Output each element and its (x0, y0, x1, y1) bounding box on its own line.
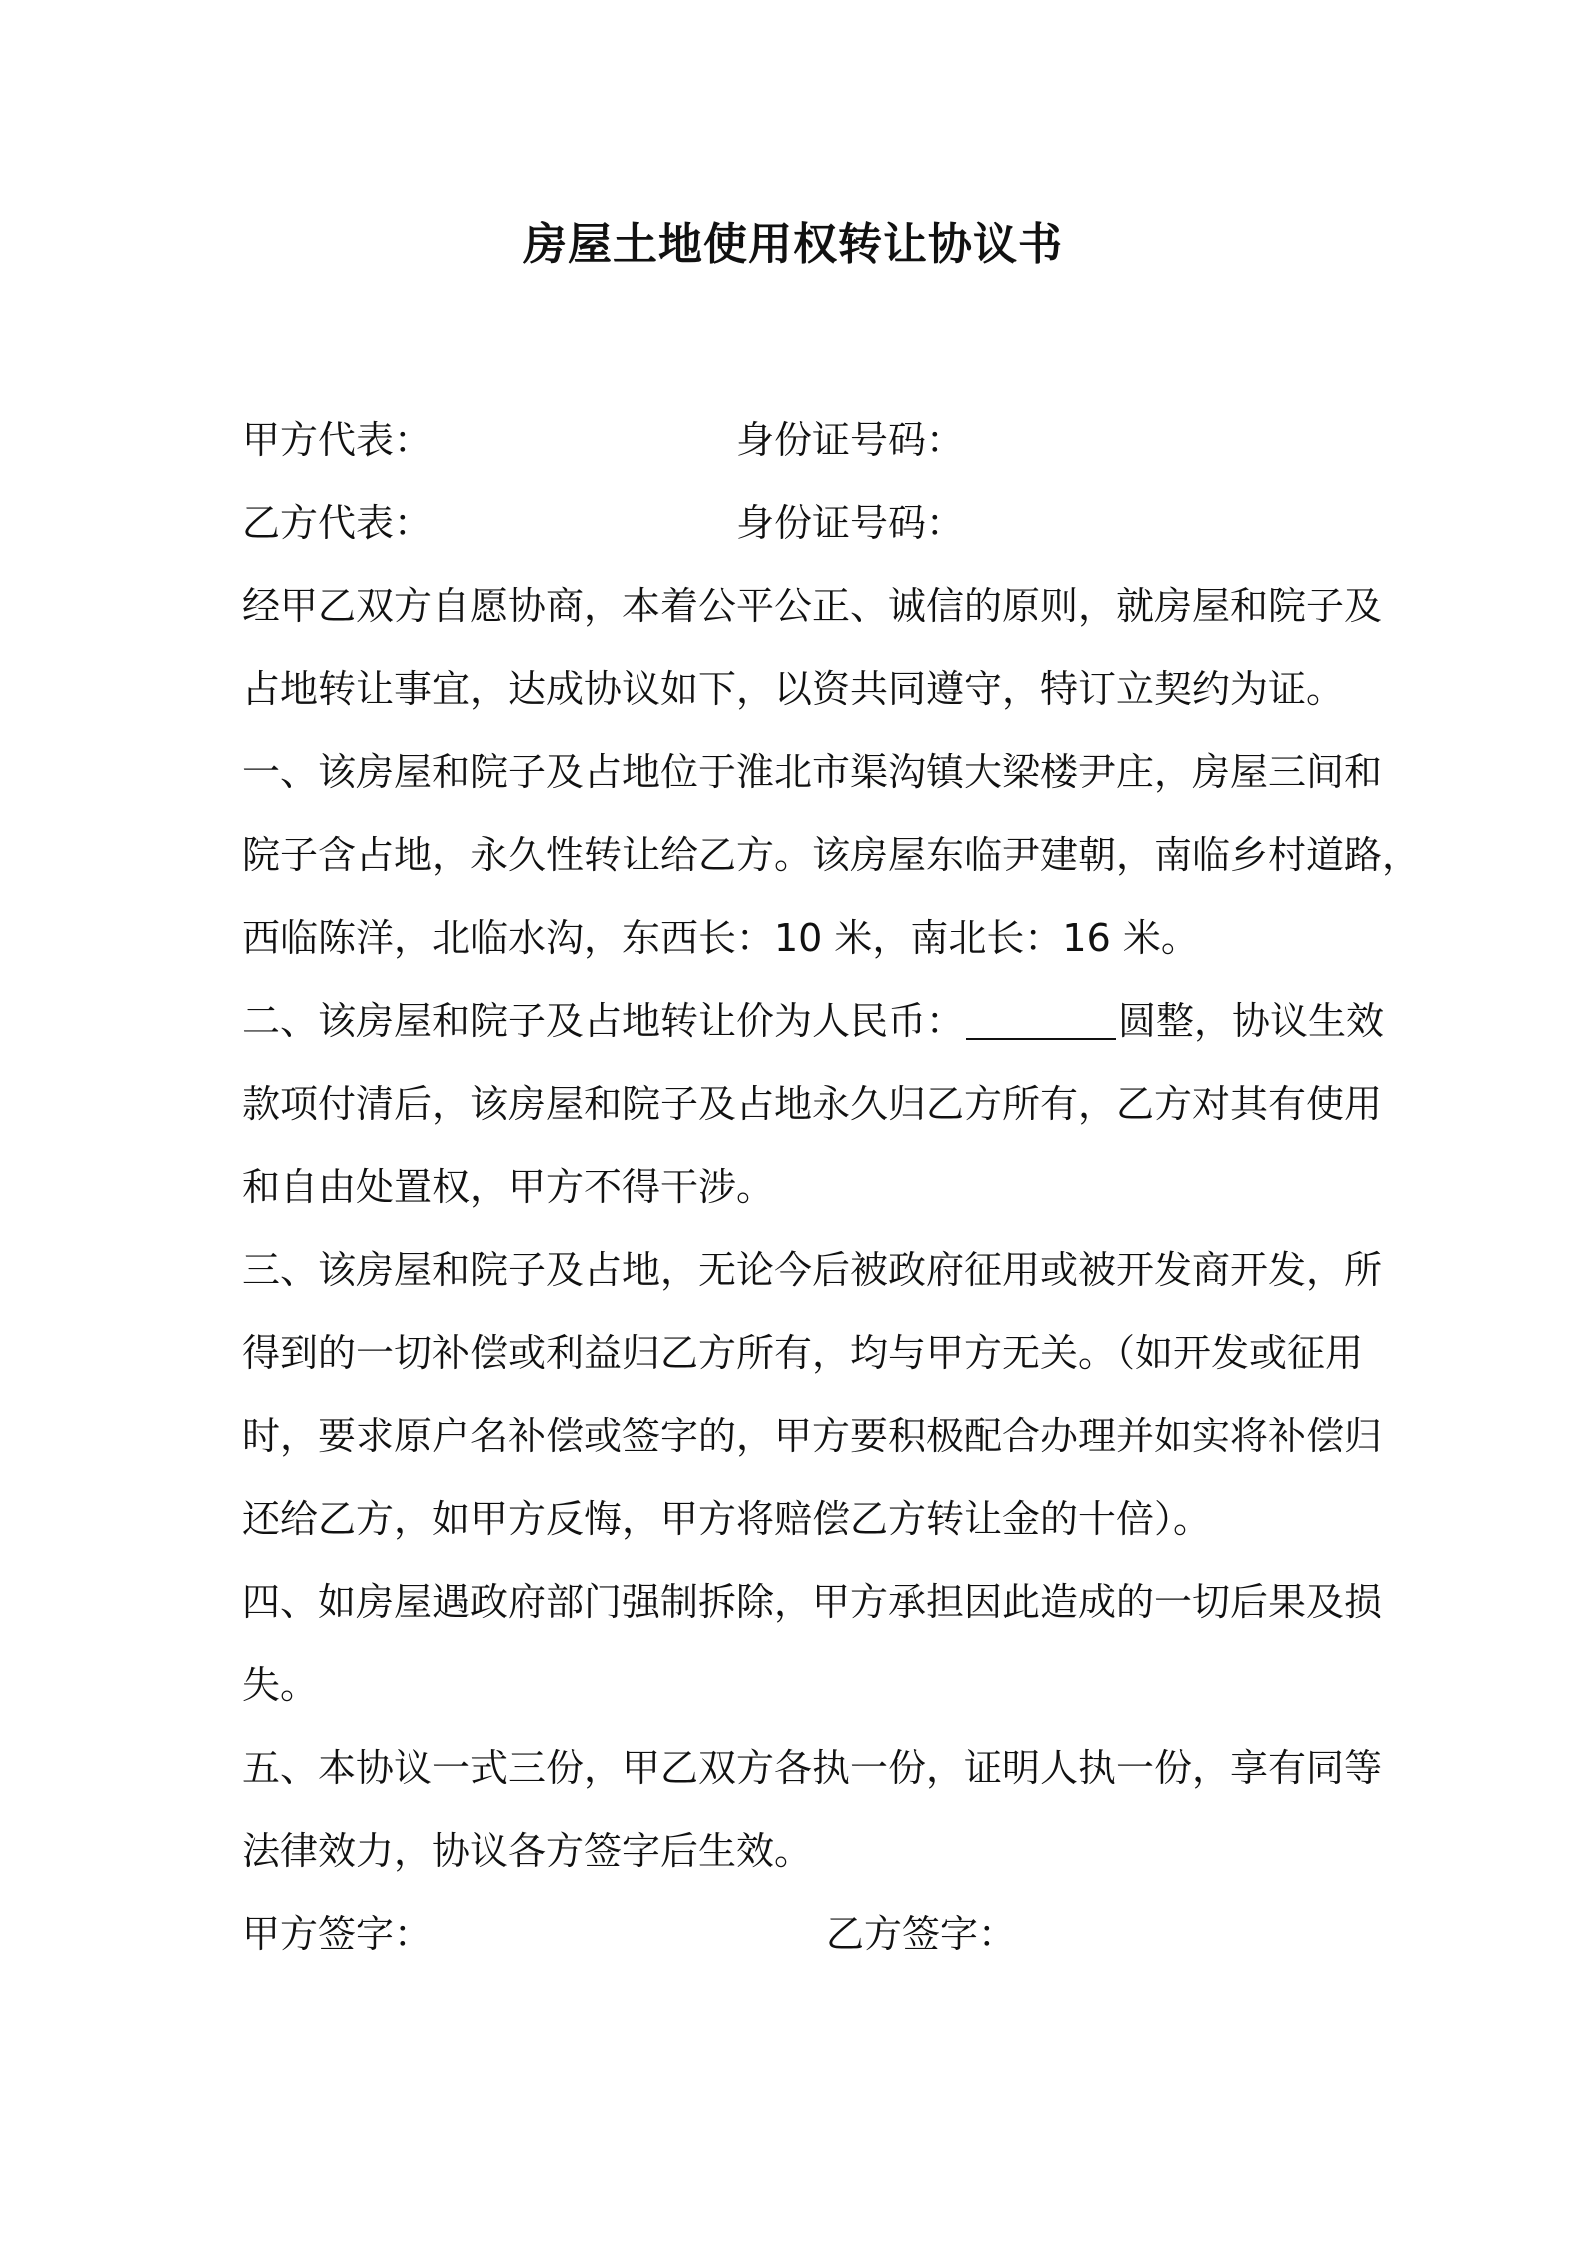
preamble-line-2: 占地转让事宜，达成协议如下，以资共同遵守，特订立契约为证。 (242, 667, 1345, 711)
price-blank-field[interactable] (966, 998, 1116, 1040)
clause-3-line-2: 得到的一切补偿或利益归乙方所有，均与甲方无关。（如开发或征用 (242, 1331, 1364, 1375)
clause-1-line-3: 西临陈洋，北临水沟，东西长：10 米，南北长：16 米。 (242, 916, 1199, 960)
clause-3-line-4: 还给乙方，如甲方反悔，甲方将赔偿乙方转让金的十倍）。 (242, 1497, 1212, 1541)
clause-3-line-3: 时，要求原户名补偿或签字的，甲方要积极配合办理并如实将补偿归 (242, 1414, 1383, 1458)
clause-5-line-2: 法律效力，协议各方签字后生效。 (242, 1829, 813, 1873)
clause-4-line-2: 失。 (242, 1663, 319, 1707)
party-b-signature-label: 乙方签字： (826, 1912, 1017, 1956)
clause-1-line-2: 院子含占地，永久性转让给乙方。该房屋东临尹建朝，南临乡村道路， (242, 833, 1421, 877)
clause-2-line-3: 和自由处置权，甲方不得干涉。 (242, 1165, 775, 1209)
clause-5-line-1: 五、本协议一式三份，甲乙双方各执一份，证明人执一份，享有同等 (242, 1746, 1383, 1790)
clause-4-line-1: 四、如房屋遇政府部门强制拆除，甲方承担因此造成的一切后果及损 (242, 1580, 1383, 1624)
party-b-id-label: 身份证号码： (736, 501, 965, 545)
clause-2-line-1 (242, 995, 1385, 1047)
party-a-representative-label: 甲方代表： (242, 418, 433, 462)
clause-2-price-text: 二、该房屋和院子及占地转让价为人民币： (242, 999, 965, 1043)
party-a-id-label: 身份证号码： (736, 418, 965, 462)
document-title: 房屋土地使用权转让协议书 (523, 219, 1063, 270)
preamble-line-1: 经甲乙双方自愿协商，本着公平公正、诚信的原则，就房屋和院子及 (242, 584, 1383, 628)
clause-1-line-1: 一、该房屋和院子及占地位于淮北市渠沟镇大梁楼尹庄，房屋三间和 (242, 750, 1383, 794)
party-a-signature-label: 甲方签字： (242, 1912, 433, 1956)
clause-2-price-suffix: 圆整，协议生效 (1118, 999, 1385, 1043)
clause-2-line-2: 款项付清后，该房屋和院子及占地永久归乙方所有，乙方对其有使用 (242, 1082, 1383, 1126)
clause-3-line-1: 三、该房屋和院子及占地，无论今后被政府征用或被开发商开发，所 (242, 1248, 1383, 1292)
party-b-representative-label: 乙方代表： (242, 501, 433, 545)
